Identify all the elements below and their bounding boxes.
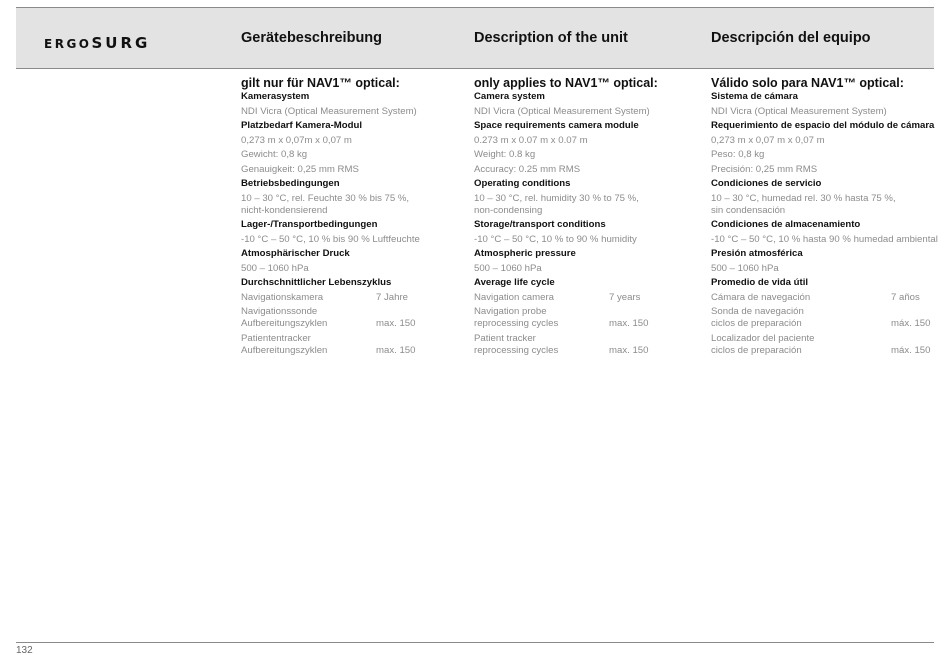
camera-system-value: NDI Vicra (Optical Measurement System) (474, 105, 650, 117)
weight-value: Gewicht: 0,8 kg (241, 149, 308, 160)
column-de (241, 76, 463, 357)
storage-label: Storage/transport conditions (474, 219, 606, 230)
operating-label: Condiciones de servicio (711, 178, 822, 189)
operating-value: 10 – 30 °C, rel. Feuchte 30 % bis 75 %, nicht-kondensierend (241, 192, 410, 216)
header-rule (16, 68, 934, 69)
space-label: Space requirements camera module (474, 120, 639, 131)
camera-system-label: Kamerasystem (241, 91, 310, 102)
column-subtitle: gilt nur für NAV1™ optical: (241, 76, 400, 90)
storage-value: -10 °C – 50 °C, 10 % to 90 % humidity (474, 233, 637, 245)
footer-rule (16, 642, 934, 643)
space-dimensions: 0,273 m x 0,07 m x 0,07 m (711, 134, 825, 146)
pressure-label: Atmosphärischer Druck (241, 248, 350, 259)
life-cycle-label: Average life cycle (474, 277, 555, 288)
brand-logo: ERGOSURG (44, 34, 151, 52)
camera-system-label: Sistema de cámara (711, 91, 798, 102)
heading-en: Description of the unit (474, 30, 628, 46)
life-tracker-row: Patiententracker Aufbereitungszyklen max. 150 (241, 332, 416, 356)
life-camera-row: Cámara de navegación 7 años (711, 291, 920, 303)
life-camera-row: Navigationskamera 7 Jahre (241, 291, 408, 303)
space-label: Platzbedarf Kamera-Modul (241, 120, 363, 131)
storage-value: -10 °C – 50 °C, 10 % bis 90 % Luftfeuchte (241, 233, 420, 245)
life-probe-row: Navigation probe reprocessing cycles max. 150 (474, 306, 649, 329)
life-tracker-row: Patient tracker reprocessing cycles max. 150 (474, 332, 649, 356)
accuracy-value: Genauigkeit: 0,25 mm RMS (241, 163, 359, 175)
storage-label: Lager-/Transportbedingungen (241, 219, 378, 230)
operating-value: 10 – 30 °C, rel. humidity 30 % to 75 %, non-condensing (474, 192, 639, 216)
heading-es: Descripción del equipo (711, 30, 871, 46)
operating-value: 10 – 30 °C, humedad rel. 30 % hasta 75 %, sin condensación (711, 192, 896, 216)
camera-system-label: Camera system (474, 91, 545, 102)
pressure-label: Atmospheric pressure (474, 248, 576, 259)
weight-value: Peso: 0,8 kg (711, 149, 765, 160)
pressure-label: Presión atmosférica (711, 248, 803, 259)
space-label: Requerimiento de espacio del módulo de cámara (711, 120, 935, 131)
accuracy-value: Precisión: 0,25 mm RMS (711, 163, 818, 175)
column-en (474, 76, 696, 357)
life-cycle-label: Promedio de vida útil (711, 277, 809, 288)
pressure-value: 500 – 1060 hPa (474, 262, 542, 274)
space-dimensions: 0,273 m x 0,07m x 0,07 m (241, 134, 352, 146)
accuracy-value: Accuracy: 0.25 mm RMS (474, 163, 581, 175)
column-es (711, 76, 939, 357)
operating-label: Betriebsbedingungen (241, 178, 340, 189)
page-number: 132 (16, 645, 33, 655)
column-subtitle: only applies to NAV1™ optical: (474, 76, 658, 90)
life-cycle-label: Durchschnittlicher Lebenszyklus (241, 277, 392, 288)
space-dimensions: 0.273 m x 0.07 m x 0.07 m (474, 134, 588, 146)
storage-label: Condiciones de almacenamiento (711, 219, 861, 230)
operating-label: Operating conditions (474, 178, 571, 189)
storage-value: -10 °C – 50 °C, 10 % hasta 90 % humedad ambiental (711, 233, 938, 245)
heading-de: Gerätebeschreibung (241, 30, 383, 46)
column-subtitle: Válido solo para NAV1™ optical: (711, 76, 904, 90)
life-probe-row: Sonda de navegación ciclos de preparación máx. 150 (711, 306, 931, 329)
weight-value: Weight: 0.8 kg (474, 149, 536, 160)
camera-system-value: NDI Vicra (Optical Measurement System) (711, 105, 887, 117)
pressure-value: 500 – 1060 hPa (241, 262, 309, 274)
life-camera-row: Navigation camera 7 years (474, 291, 641, 303)
life-tracker-row: Localizador del paciente ciclos de preparación máx. 150 (711, 332, 931, 356)
pressure-value: 500 – 1060 hPa (711, 262, 779, 274)
camera-system-value: NDI Vicra (Optical Measurement System) (241, 105, 417, 117)
life-probe-row: Navigationssonde Aufbereitungszyklen max. 150 (241, 306, 416, 329)
